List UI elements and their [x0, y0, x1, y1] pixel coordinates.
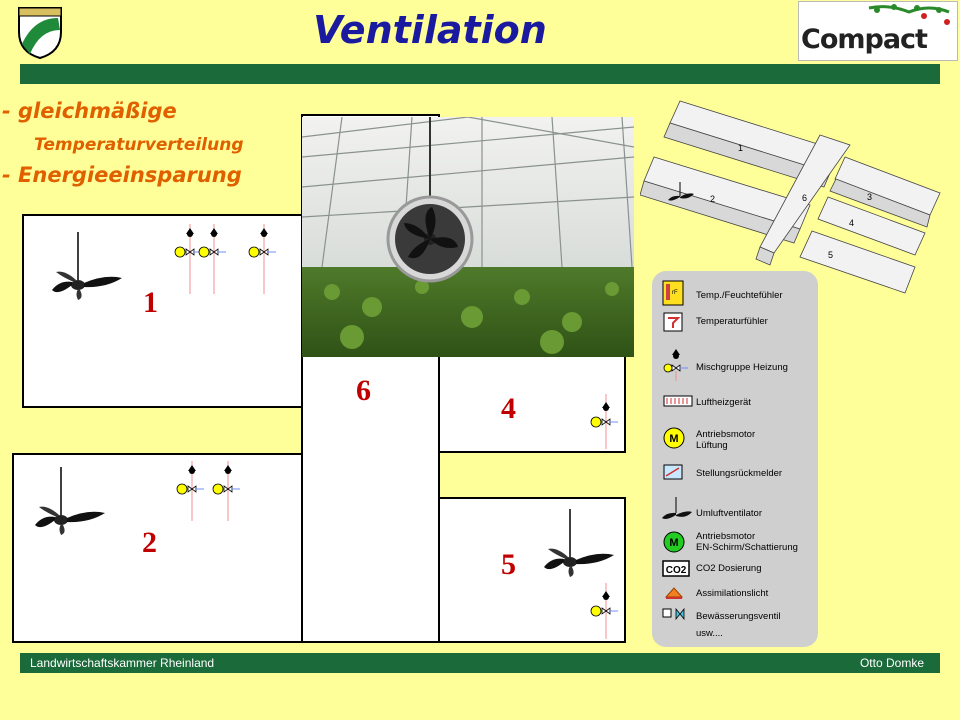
legend-label: Temp./Feuchtefühler	[696, 290, 783, 301]
footer-right: Otto Domke	[859, 656, 924, 670]
plan-label-3: 3	[867, 192, 873, 202]
mixing-group-icon	[584, 583, 624, 639]
assimilation-light-icon	[662, 585, 686, 601]
bullet-2: - Energieeinsparung	[2, 163, 242, 187]
vent-motor-icon	[662, 426, 686, 450]
legend-label: usw....	[696, 628, 723, 639]
legend-label: CO2 Dosierung	[696, 563, 762, 574]
room-number-1: 1	[143, 286, 158, 319]
legend-label: Assimilationslicht	[696, 588, 769, 599]
screen-motor-icon	[662, 530, 686, 554]
bullet-1: - gleichmäßige	[2, 99, 177, 123]
legend-label: Bewässerungsventil	[696, 611, 781, 622]
room-number-2: 2	[142, 526, 157, 559]
legend-label: Antriebsmotor	[696, 531, 756, 542]
footer-bar	[20, 653, 940, 673]
legend-panel	[652, 271, 818, 647]
bullet-1-cont: Temperaturverteilung	[34, 135, 244, 155]
legend-label: Antriebsmotor	[696, 429, 756, 440]
plan-label-6: 6	[802, 193, 808, 203]
ceiling-fan-icon	[33, 465, 108, 535]
plan-label-2: 2	[710, 194, 716, 204]
mixing-group-icons	[170, 224, 290, 294]
legend-label: Mischgruppe Heizung	[696, 362, 788, 373]
room-number-6: 6	[356, 374, 371, 407]
header-bar	[20, 64, 940, 84]
compact-logo	[798, 1, 958, 61]
mixing-group-icons	[172, 461, 252, 521]
greenhouse-fan-photo	[302, 117, 634, 357]
motor-symbol: M	[669, 433, 679, 445]
co2-dosing-icon	[662, 560, 690, 578]
temp-humidity-sensor-icon	[662, 280, 686, 306]
svg-text:rF: rF	[672, 290, 678, 296]
circulation-fan-icon	[662, 497, 692, 525]
plan-label-4: 4	[849, 218, 855, 228]
legend-label: EN-Schirm/Schattierung	[696, 542, 798, 553]
legend-label: Stellungsrückmelder	[696, 468, 783, 479]
motor-symbol: M	[669, 537, 679, 549]
ceiling-fan-icon	[50, 230, 125, 300]
legend-label: Temperaturfühler	[696, 316, 768, 327]
room-number-5: 5	[501, 548, 516, 581]
page-title: Ventilation	[313, 8, 547, 52]
room-number-4: 4	[501, 392, 516, 425]
ceiling-fan-icon	[668, 182, 696, 208]
ceiling-fan-icon	[542, 507, 617, 577]
legend-label: Luftheizgerät	[696, 397, 751, 408]
plan-label-1: 1	[738, 143, 744, 153]
air-heater-icon	[662, 392, 694, 412]
mixing-group-icon	[584, 394, 624, 449]
position-feedback-icon	[662, 463, 686, 483]
footer-left: Landwirtschaftskammer Rheinland	[30, 656, 215, 670]
mixing-group-icon	[662, 347, 690, 381]
plan-label-5: 5	[828, 250, 834, 260]
co2-symbol: CO2	[665, 565, 687, 576]
irrigation-valve-icon	[662, 605, 690, 625]
legend-label: Lüftung	[696, 440, 728, 451]
logo-text: Compact	[801, 24, 927, 55]
temperature-sensor-icon	[662, 311, 686, 333]
legend-label: Umluftventilator	[696, 508, 762, 519]
